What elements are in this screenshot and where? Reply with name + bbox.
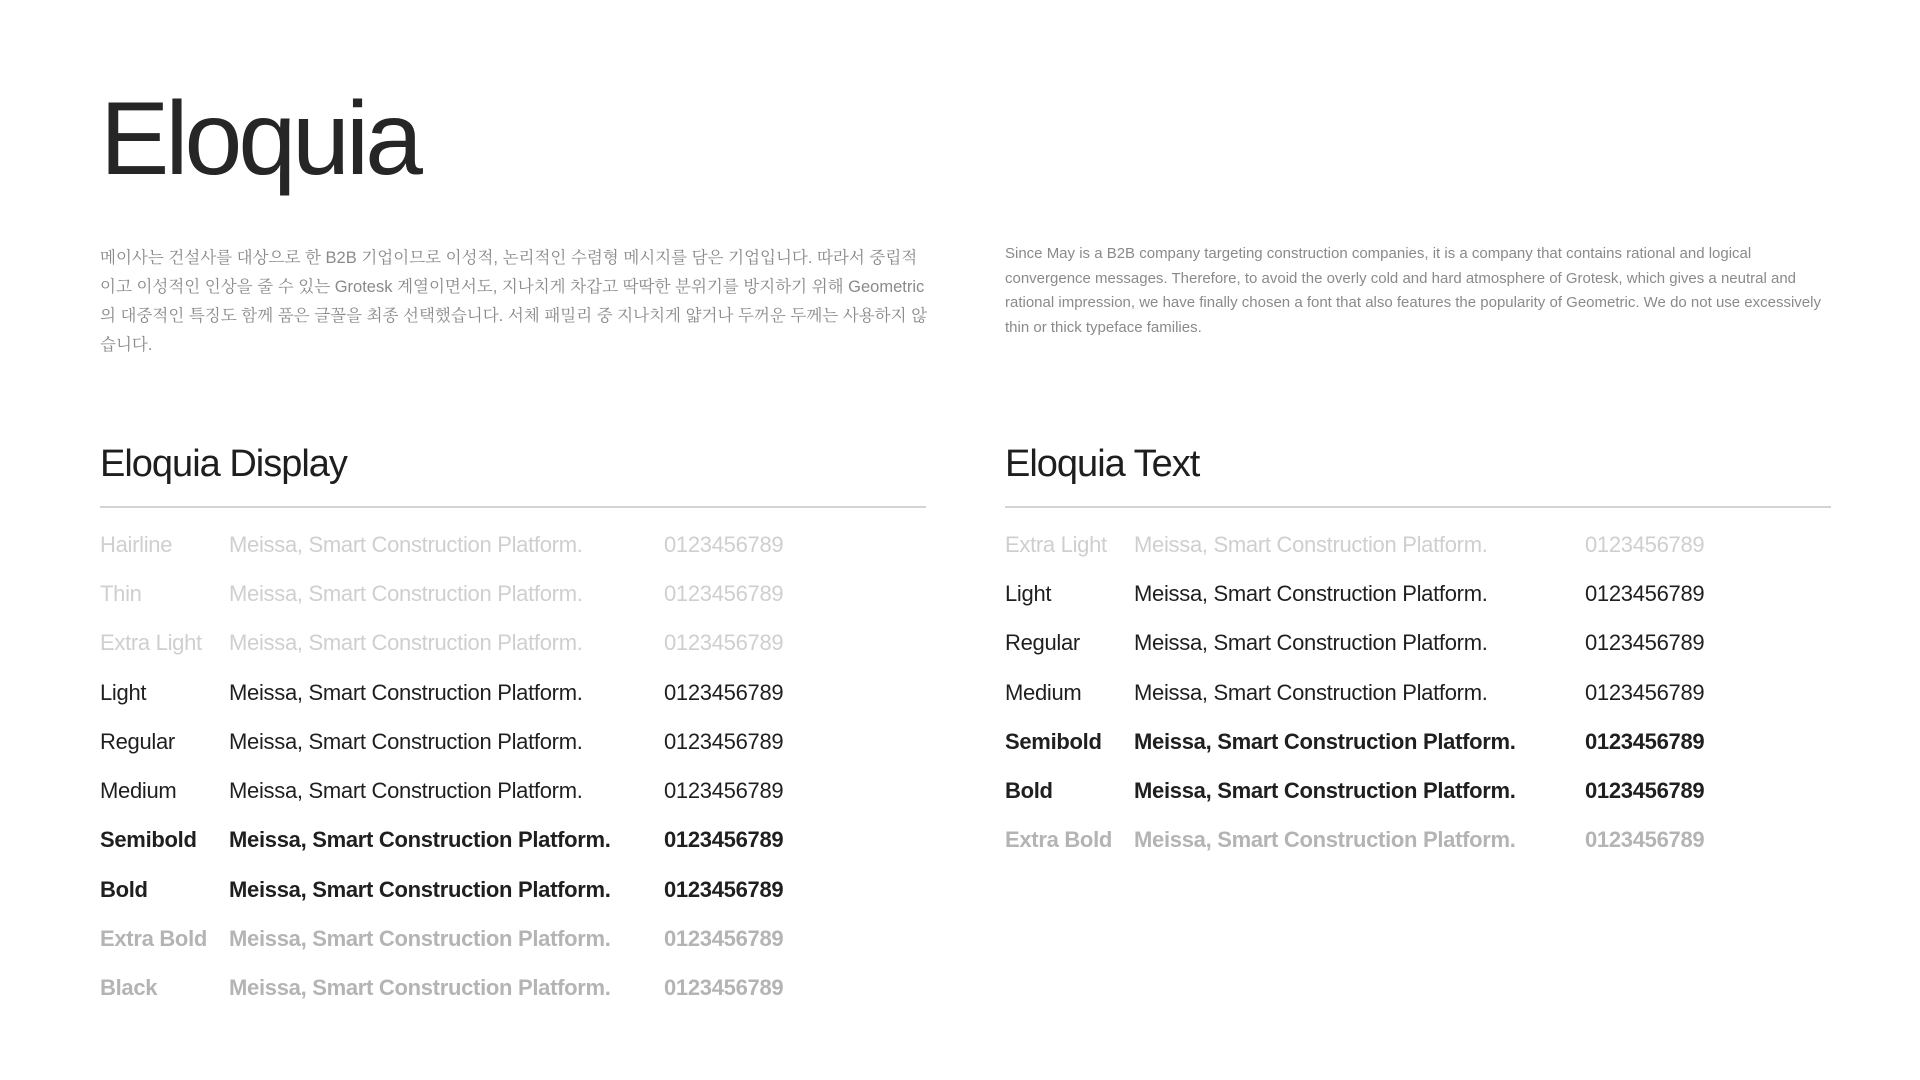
sample-text: Meissa, Smart Construction Platform. xyxy=(229,580,583,606)
sample-text: Meissa, Smart Construction Platform. xyxy=(229,876,611,902)
sample-digits: 0123456789 xyxy=(664,827,784,853)
weight-label: Medium xyxy=(100,778,177,804)
weight-label: Bold xyxy=(100,876,148,902)
text-row-extra-bold xyxy=(1005,816,1831,865)
display-family-section xyxy=(100,438,926,1013)
weight-label: Regular xyxy=(100,728,175,754)
display-row-light xyxy=(100,668,926,717)
display-row-extra-bold xyxy=(100,914,926,963)
text-row-semibold xyxy=(1005,717,1831,766)
sample-digits: 0123456789 xyxy=(664,728,784,754)
sample-digits: 0123456789 xyxy=(1585,679,1705,705)
display-row-semibold xyxy=(100,816,926,865)
display-row-bold xyxy=(100,865,926,914)
text-row-medium xyxy=(1005,668,1831,717)
sample-text: Meissa, Smart Construction Platform. xyxy=(229,827,611,853)
display-row-medium xyxy=(100,766,926,815)
weight-label: Semibold xyxy=(100,827,197,853)
intro-korean: 메이사는 건설사를 대상으로 한 B2B 기업이므로 이성적, 논리적인 수렴형 메시지를 담은 기업입니다. 따라서 중립적이고 이성적인 인상을 줄 수 있는 Grotesk 계열이면서도, 지나치게 차갑고 딱딱한 분위기를 방지하기 위해 Geometric의 대중적인 특징도 함께 품은 글꼴을 최종 선택했습니다. 서체 패밀리 중 지나치게 얇거나 두꺼운 두께는 사용하지 않습니다. xyxy=(100,249,928,354)
display-row-hairline xyxy=(100,520,926,569)
weight-label: Hairline xyxy=(100,531,173,557)
weight-label: Extra Bold xyxy=(1005,827,1113,853)
sample-digits: 0123456789 xyxy=(664,679,784,705)
text-divider xyxy=(1005,506,1831,508)
sample-text: Meissa, Smart Construction Platform. xyxy=(229,728,583,754)
sample-digits: 0123456789 xyxy=(664,630,784,656)
sample-text: Meissa, Smart Construction Platform. xyxy=(1134,728,1516,754)
sample-text: Meissa, Smart Construction Platform. xyxy=(1134,580,1488,606)
intro-english: Since May is a B2B company targeting construction companies, it is a company that contains rational and logical convergence messages. Therefore, to avoid the overly cold and hard atmosphere of Grotesk, which gives a neutral and rational impression, we have finally chosen a font that also features the popularity of Geometric. We do not use excessively thin or thick typeface families. xyxy=(1005,245,1821,336)
weight-label: Extra Light xyxy=(1005,531,1107,557)
text-row-light xyxy=(1005,569,1831,618)
weight-label: Thin xyxy=(100,580,142,606)
weight-label: Extra Bold xyxy=(100,926,208,952)
sample-text: Meissa, Smart Construction Platform. xyxy=(1134,630,1488,656)
display-family-title: Eloquia Display xyxy=(100,443,347,485)
sample-text: Meissa, Smart Construction Platform. xyxy=(229,679,583,705)
sample-digits: 0123456789 xyxy=(664,876,784,902)
display-divider xyxy=(100,506,926,508)
weight-label: Black xyxy=(100,975,158,1001)
page-title: Eloquia xyxy=(100,81,419,197)
sample-text: Meissa, Smart Construction Platform. xyxy=(1134,778,1516,804)
sample-digits: 0123456789 xyxy=(1585,580,1705,606)
text-row-extra-light xyxy=(1005,520,1831,569)
sample-text: Meissa, Smart Construction Platform. xyxy=(229,531,583,557)
sample-digits: 0123456789 xyxy=(1585,630,1705,656)
sample-digits: 0123456789 xyxy=(1585,728,1705,754)
display-row-regular xyxy=(100,717,926,766)
sample-text: Meissa, Smart Construction Platform. xyxy=(229,926,611,952)
display-row-black xyxy=(100,964,926,1013)
sample-digits: 0123456789 xyxy=(664,580,784,606)
weight-label: Extra Light xyxy=(100,630,202,656)
sample-digits: 0123456789 xyxy=(1585,531,1705,557)
weight-label: Medium xyxy=(1005,679,1082,705)
weight-label: Light xyxy=(100,679,147,705)
sample-digits: 0123456789 xyxy=(1585,827,1705,853)
text-row-bold xyxy=(1005,766,1831,815)
text-family-title: Eloquia Text xyxy=(1005,443,1200,485)
weight-label: Regular xyxy=(1005,630,1080,656)
sample-text: Meissa, Smart Construction Platform. xyxy=(1134,679,1488,705)
sample-text: Meissa, Smart Construction Platform. xyxy=(1134,531,1488,557)
sample-text: Meissa, Smart Construction Platform. xyxy=(229,975,611,1001)
sample-text: Meissa, Smart Construction Platform. xyxy=(229,778,583,804)
display-row-extra-light xyxy=(100,619,926,668)
sample-digits: 0123456789 xyxy=(664,975,784,1001)
weight-label: Bold xyxy=(1005,778,1053,804)
sample-digits: 0123456789 xyxy=(1585,778,1705,804)
text-family-section xyxy=(1005,438,1831,865)
sample-digits: 0123456789 xyxy=(664,778,784,804)
sample-digits: 0123456789 xyxy=(664,926,784,952)
sample-text: Meissa, Smart Construction Platform. xyxy=(229,630,583,656)
weight-label: Light xyxy=(1005,580,1052,606)
display-row-thin xyxy=(100,569,926,618)
sample-text: Meissa, Smart Construction Platform. xyxy=(1134,827,1516,853)
weight-label: Semibold xyxy=(1005,728,1102,754)
sample-digits: 0123456789 xyxy=(664,531,784,557)
text-row-regular xyxy=(1005,619,1831,668)
